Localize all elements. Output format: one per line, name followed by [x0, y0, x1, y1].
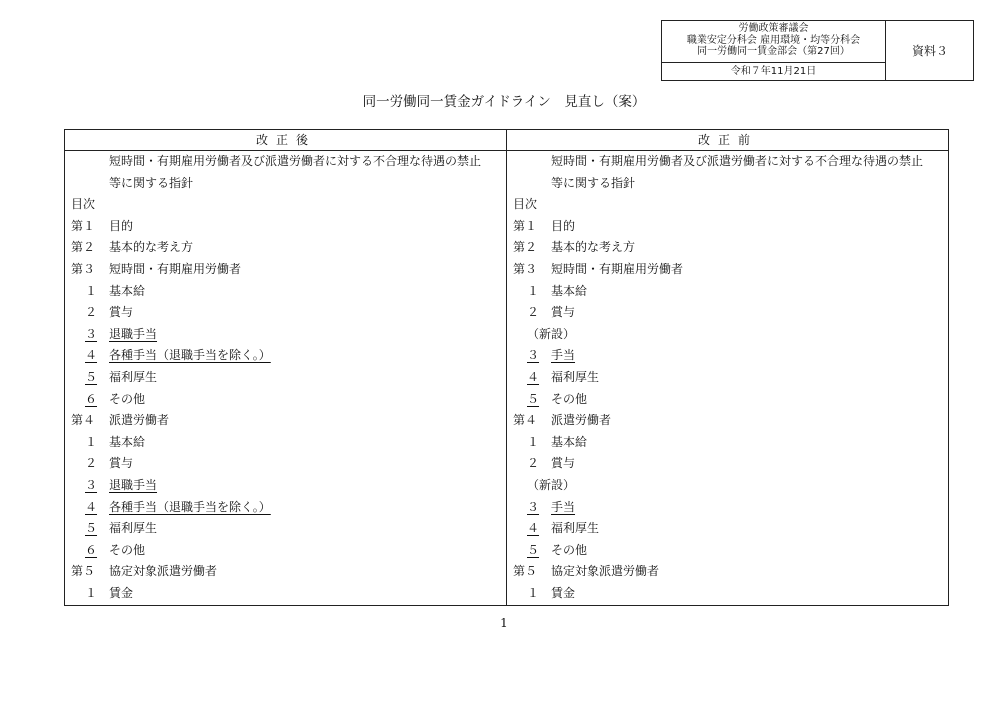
- column-header-after: 改正後: [65, 130, 507, 151]
- row-text: 基本給: [109, 283, 146, 298]
- table-row: [65, 324, 507, 346]
- row-number: １: [85, 283, 98, 298]
- council-line: 労働政策審議会: [738, 23, 809, 34]
- page-number: 1: [500, 616, 508, 630]
- council-line: 同一労働同一賃金部会（第27回）: [697, 46, 850, 57]
- row-number: （新設）: [527, 326, 576, 341]
- row-text: 基本給: [551, 283, 588, 298]
- row-number: ５: [85, 369, 98, 384]
- table-row: [65, 475, 507, 497]
- row-number: 第１: [513, 218, 538, 233]
- row-number: 第２: [513, 240, 538, 255]
- row-number: ４: [85, 348, 98, 363]
- row-number: 目次: [71, 197, 96, 212]
- row-text: 各種手当（退職手当を除く。）: [109, 499, 271, 514]
- column-before-revision: [507, 130, 949, 605]
- row-text: 福利厚生: [109, 521, 158, 536]
- table-row: [65, 432, 507, 454]
- row-number: 第１: [71, 218, 96, 233]
- table-row: [65, 151, 507, 173]
- row-text: 賞与: [551, 456, 576, 471]
- material-number: 資料３: [911, 44, 948, 58]
- table-row: [507, 151, 949, 173]
- table-row: [507, 259, 949, 281]
- table-row: [507, 432, 949, 454]
- table-row: [65, 497, 507, 519]
- document-title: 同一労働同一賃金ガイドライン 見直し（案）: [362, 94, 646, 110]
- row-text: 協定対象派遣労働者: [551, 564, 660, 579]
- row-number: ２: [527, 456, 540, 471]
- row-text: 賃金: [551, 585, 576, 600]
- row-number: ５: [527, 542, 540, 557]
- row-text: 短時間・有期雇用労働者及び派遣労働者に対する不合理な待遇の禁止: [109, 154, 482, 168]
- row-number: １: [527, 283, 540, 298]
- table-row: [65, 281, 507, 303]
- row-text: 目的: [109, 218, 134, 233]
- row-text: 派遣労働者: [551, 413, 612, 428]
- table-row: [65, 540, 507, 562]
- row-text: 退職手当: [109, 477, 158, 492]
- row-text: 各種手当（退職手当を除く。）: [109, 348, 271, 363]
- row-text: その他: [109, 542, 146, 557]
- table-row: [65, 453, 507, 475]
- table-row: [65, 194, 507, 216]
- row-number: ３: [527, 348, 540, 363]
- row-text: 短時間・有期雇用労働者: [109, 261, 242, 276]
- row-text: 賞与: [551, 305, 576, 320]
- row-number: 第４: [513, 413, 538, 428]
- table-row: [507, 497, 949, 519]
- row-text: 基本給: [551, 434, 588, 449]
- row-number: ２: [85, 456, 98, 471]
- row-text: 手当: [551, 499, 576, 514]
- table-row: [65, 561, 507, 583]
- table-row: [507, 540, 949, 562]
- council-name-block: [662, 21, 885, 63]
- table-row: [65, 583, 507, 605]
- table-row: [507, 302, 949, 324]
- meeting-date: 令和７年11月21日: [730, 66, 817, 77]
- table-row: [65, 302, 507, 324]
- table-row: [507, 561, 949, 583]
- row-number: 第３: [71, 261, 96, 276]
- table-row: [65, 216, 507, 238]
- table-row: [507, 194, 949, 216]
- table-row: [507, 410, 949, 432]
- row-text: 基本給: [109, 434, 146, 449]
- table-row: [65, 367, 507, 389]
- table-row: [65, 389, 507, 411]
- row-number: 第５: [513, 564, 538, 579]
- table-row: [65, 237, 507, 259]
- row-number: 目次: [513, 197, 538, 212]
- row-number: ５: [85, 521, 98, 536]
- row-number: ５: [527, 391, 540, 406]
- row-number: １: [85, 434, 98, 449]
- row-text: 福利厚生: [551, 369, 600, 384]
- table-row: [507, 389, 949, 411]
- row-text: 賞与: [109, 305, 134, 320]
- row-number: （新設）: [527, 477, 576, 492]
- row-text: 福利厚生: [551, 521, 600, 536]
- row-number: ６: [85, 391, 98, 406]
- comparison-table: [64, 129, 949, 606]
- rows-before: [507, 151, 949, 604]
- row-number: ４: [527, 521, 540, 536]
- table-row: [507, 173, 949, 195]
- row-text: その他: [551, 391, 588, 406]
- row-number: １: [527, 434, 540, 449]
- row-number: ３: [527, 499, 540, 514]
- row-text: 派遣労働者: [109, 413, 170, 428]
- table-row: [507, 237, 949, 259]
- table-row: [65, 259, 507, 281]
- row-text: 手当: [551, 348, 576, 363]
- row-number: ３: [85, 477, 98, 492]
- row-text: 協定対象派遣労働者: [109, 564, 218, 579]
- row-number: 第５: [71, 564, 96, 579]
- table-row: [507, 367, 949, 389]
- row-text: 退職手当: [109, 326, 158, 341]
- table-row: [507, 453, 949, 475]
- row-number: ２: [527, 305, 540, 320]
- council-line: 職業安定分科会 雇用環境・均等分科会: [686, 34, 861, 46]
- table-row: [507, 216, 949, 238]
- row-number: 第４: [71, 413, 96, 428]
- column-header-before: 改正前: [507, 130, 949, 151]
- table-row: [507, 281, 949, 303]
- row-text: その他: [551, 542, 588, 557]
- table-row: [507, 345, 949, 367]
- table-row: [507, 475, 949, 497]
- row-number: １: [527, 585, 540, 600]
- row-number: ２: [85, 305, 98, 320]
- row-number: ６: [85, 542, 98, 557]
- table-row: [65, 345, 507, 367]
- row-number: 第３: [513, 261, 538, 276]
- meeting-info-left: [662, 21, 886, 80]
- column-after-revision: [65, 130, 507, 605]
- meeting-info-box: [661, 20, 974, 81]
- row-number: 第２: [71, 240, 96, 255]
- row-text: 目的: [551, 218, 576, 233]
- table-row: [507, 518, 949, 540]
- row-text: 賞与: [109, 456, 134, 471]
- table-row: [65, 173, 507, 195]
- row-text: 基本的な考え方: [551, 240, 636, 255]
- row-text: 賃金: [109, 585, 134, 600]
- table-row: [507, 324, 949, 346]
- table-row: [507, 583, 949, 605]
- row-text: 短時間・有期雇用労働者及び派遣労働者に対する不合理な待遇の禁止: [551, 154, 924, 168]
- row-text: その他: [109, 391, 146, 406]
- row-text: 基本的な考え方: [109, 240, 194, 255]
- table-row: [65, 410, 507, 432]
- row-text: 等に関する指針: [551, 175, 636, 190]
- table-row: [65, 518, 507, 540]
- row-number: ４: [85, 499, 98, 514]
- row-number: ４: [527, 369, 540, 384]
- rows-after: [65, 151, 507, 604]
- row-text: 福利厚生: [109, 369, 158, 384]
- row-text: 短時間・有期雇用労働者: [551, 261, 684, 276]
- row-number: ３: [85, 326, 98, 341]
- row-text: 等に関する指針: [109, 175, 194, 190]
- row-number: １: [85, 585, 98, 600]
